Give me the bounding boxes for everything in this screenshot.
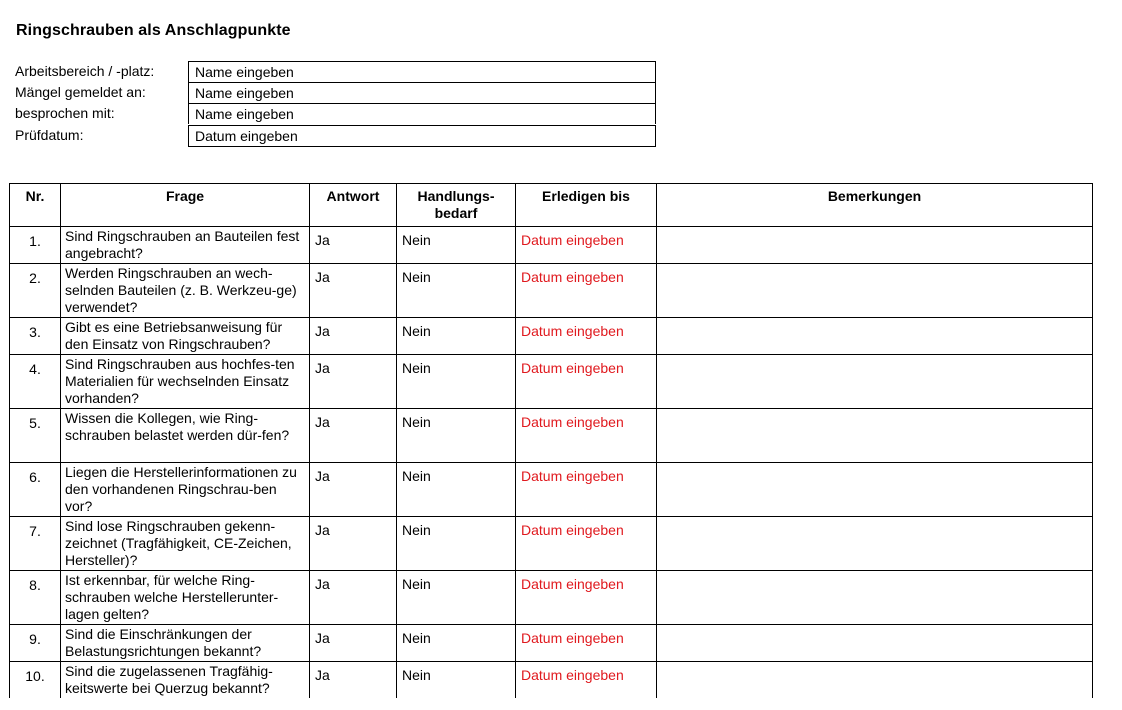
answer-dropdown[interactable]: Ja (310, 409, 397, 463)
row-question: Werden Ringschrauben an wech-selnden Bauteilen (z. B. Werkzeu-ge) verwendet? (61, 264, 310, 318)
besprochen-mit-field[interactable]: Name eingeben (188, 103, 656, 124)
col-header-bemerkungen: Bemerkungen (657, 184, 1093, 227)
table-row (10, 571, 1093, 625)
maengel-gemeldet-field[interactable]: Name eingeben (188, 82, 656, 103)
due-date-field[interactable]: Datum eingeben (516, 571, 657, 625)
table-row (10, 662, 1093, 699)
due-date-field[interactable]: Datum eingeben (516, 318, 657, 355)
row-question: Gibt es eine Betriebsanweisung für den Einsatz von Ringschrauben? (61, 318, 310, 355)
table-row (10, 264, 1093, 318)
table-row (10, 517, 1093, 571)
action-needed-dropdown[interactable]: Nein (397, 318, 516, 355)
remarks-field[interactable] (657, 463, 1093, 517)
answer-dropdown[interactable]: Ja (310, 355, 397, 409)
col-header-handlungsbedarf-line2: bedarf (434, 205, 478, 221)
pruefdatum-field[interactable]: Datum eingeben (188, 125, 656, 147)
info-label-besprochen: besprochen mit: (15, 105, 115, 121)
row-question: Sind die zugelassenen Tragfähig-keitswerte bei Querzug bekannt? (61, 662, 310, 699)
info-row-besprochen (15, 103, 657, 124)
due-date-field[interactable]: Datum eingeben (516, 227, 657, 264)
answer-dropdown[interactable]: Ja (310, 571, 397, 625)
table-row (10, 625, 1093, 662)
info-label-arbeitsbereich: Arbeitsbereich / -platz: (15, 63, 155, 79)
action-needed-dropdown[interactable]: Nein (397, 355, 516, 409)
remarks-field[interactable] (657, 662, 1093, 699)
row-question: Wissen die Kollegen, wie Ring-schrauben belastet werden dür-fen? (61, 409, 310, 463)
row-question: Sind Ringschrauben an Bauteilen fest angebracht? (61, 227, 310, 264)
due-date-field[interactable]: Datum eingeben (516, 662, 657, 699)
action-needed-dropdown[interactable]: Nein (397, 264, 516, 318)
row-number: 1. (10, 227, 61, 264)
due-date-field[interactable]: Datum eingeben (516, 264, 657, 318)
table-row (10, 318, 1093, 355)
due-date-field[interactable]: Datum eingeben (516, 355, 657, 409)
col-header-nr: Nr. (10, 184, 61, 227)
remarks-field[interactable] (657, 355, 1093, 409)
table-row (10, 409, 1093, 463)
action-needed-dropdown[interactable]: Nein (397, 662, 516, 699)
row-question: Liegen die Herstellerinformationen zu den vorhandenen Ringschrau-ben vor? (61, 463, 310, 517)
row-question: Sind Ringschrauben aus hochfes-ten Materialien für wechselnden Einsatz vorhanden? (61, 355, 310, 409)
due-date-field[interactable]: Datum eingeben (516, 517, 657, 571)
row-number: 10. (10, 662, 61, 699)
answer-dropdown[interactable]: Ja (310, 227, 397, 264)
table-row (10, 463, 1093, 517)
due-date-field[interactable]: Datum eingeben (516, 409, 657, 463)
remarks-field[interactable] (657, 571, 1093, 625)
remarks-field[interactable] (657, 318, 1093, 355)
due-date-field[interactable]: Datum eingeben (516, 625, 657, 662)
info-row-maengel (15, 82, 657, 103)
row-question: Ist erkennbar, für welche Ring-schrauben welche Herstellerunter-lagen gelten? (61, 571, 310, 625)
remarks-field[interactable] (657, 517, 1093, 571)
row-number: 4. (10, 355, 61, 409)
answer-dropdown[interactable]: Ja (310, 264, 397, 318)
col-header-erledigen: Erledigen bis (516, 184, 657, 227)
info-label-maengel: Mängel gemeldet an: (15, 84, 146, 100)
answer-dropdown[interactable]: Ja (310, 463, 397, 517)
col-header-frage: Frage (61, 184, 310, 227)
row-number: 2. (10, 264, 61, 318)
action-needed-dropdown[interactable]: Nein (397, 227, 516, 264)
col-header-handlungsbedarf-line1: Handlungs- (417, 188, 495, 204)
row-number: 6. (10, 463, 61, 517)
remarks-field[interactable] (657, 264, 1093, 318)
answer-dropdown[interactable]: Ja (310, 662, 397, 699)
row-number: 9. (10, 625, 61, 662)
row-number: 7. (10, 517, 61, 571)
answer-dropdown[interactable]: Ja (310, 517, 397, 571)
table-row (10, 355, 1093, 409)
action-needed-dropdown[interactable]: Nein (397, 625, 516, 662)
table-row (10, 227, 1093, 264)
col-header-antwort: Antwort (310, 184, 397, 227)
row-number: 3. (10, 318, 61, 355)
remarks-field[interactable] (657, 409, 1093, 463)
arbeitsbereich-field[interactable]: Name eingeben (188, 61, 656, 82)
info-row-pruefdatum (15, 125, 657, 146)
remarks-field[interactable] (657, 625, 1093, 662)
answer-dropdown[interactable]: Ja (310, 318, 397, 355)
row-number: 5. (10, 409, 61, 463)
col-header-handlungsbedarf (397, 184, 516, 227)
info-row-arbeitsbereich (15, 61, 657, 82)
remarks-field[interactable] (657, 227, 1093, 264)
due-date-field[interactable]: Datum eingeben (516, 463, 657, 517)
row-question: Sind lose Ringschrauben gekenn-zeichnet (Tragfähigkeit, CE-Zeichen, Hersteller)? (61, 517, 310, 571)
table-header-row (10, 184, 1093, 227)
action-needed-dropdown[interactable]: Nein (397, 463, 516, 517)
info-label-pruefdatum: Prüfdatum: (15, 127, 84, 143)
row-number: 8. (10, 571, 61, 625)
page-title: Ringschrauben als Anschlagpunkte (16, 22, 291, 39)
row-question: Sind die Einschränkungen der Belastungsrichtungen bekannt? (61, 625, 310, 662)
action-needed-dropdown[interactable]: Nein (397, 571, 516, 625)
action-needed-dropdown[interactable]: Nein (397, 517, 516, 571)
action-needed-dropdown[interactable]: Nein (397, 409, 516, 463)
answer-dropdown[interactable]: Ja (310, 625, 397, 662)
checklist-table (9, 183, 1093, 698)
